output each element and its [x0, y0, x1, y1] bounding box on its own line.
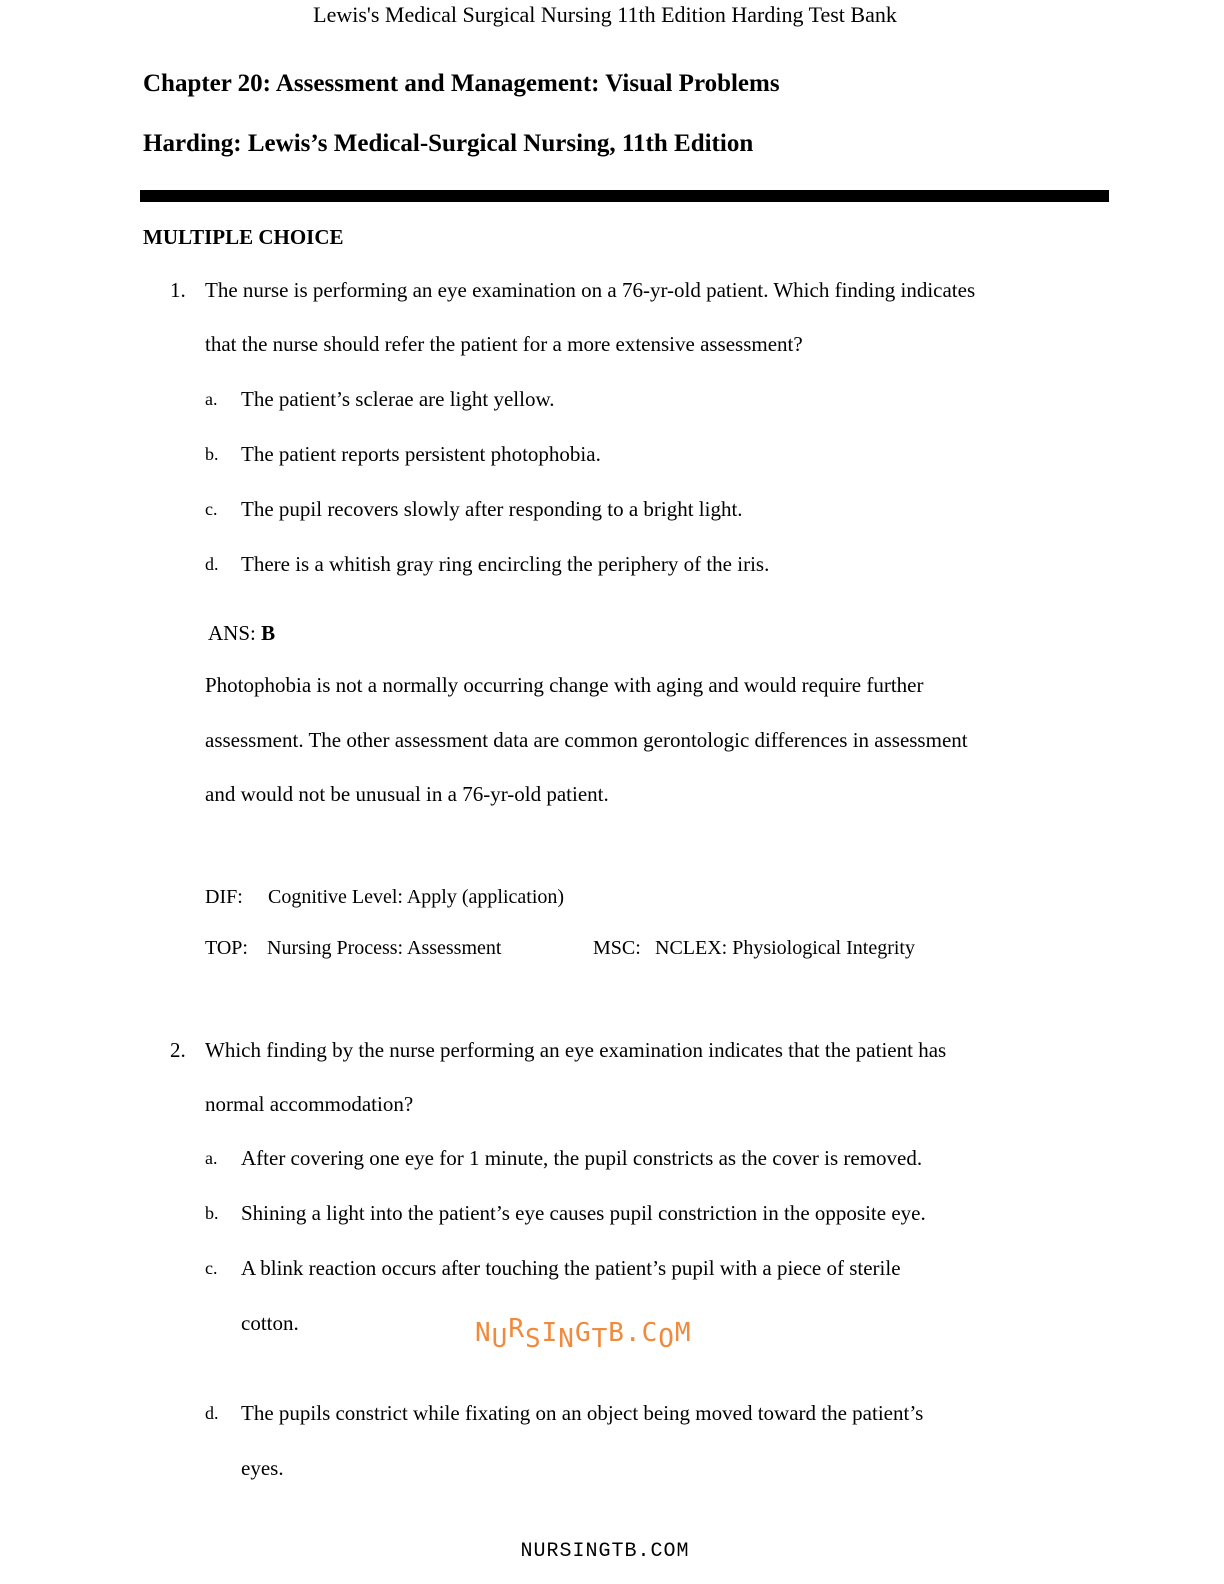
option-d-text: The pupils constrict while fixating on an object being moved toward the patient’s: [241, 1401, 924, 1425]
question-stem-line: Which finding by the nurse performing an eye examination indicates that the patient has: [205, 1038, 947, 1062]
option-b-text: The patient reports persistent photophobia.: [241, 442, 601, 466]
question-number: 2.: [170, 1038, 186, 1062]
rationale-line: and would not be unusual in a 76-yr-old patient.: [205, 782, 609, 806]
answer-label: ANS:: [208, 621, 262, 645]
question-number: 1.: [170, 278, 186, 302]
question-stem-line: that the nurse should refer the patient for a more extensive assessment?: [205, 332, 803, 356]
option-letter: b.: [205, 1203, 219, 1223]
rationale-line: assessment. The other assessment data are common gerontologic differences in assessment: [205, 728, 968, 752]
dif-label: DIF:: [205, 886, 243, 908]
book-title: Harding: Lewis’s Medical-Surgical Nursing, 11th Edition: [143, 130, 754, 157]
option-letter: b.: [205, 444, 219, 464]
option-letter: a.: [205, 389, 218, 409]
top-label: TOP:: [205, 937, 248, 959]
msc-label: MSC:: [593, 937, 641, 959]
option-a-text: The patient’s sclerae are light yellow.: [241, 387, 555, 411]
rationale-line: Photophobia is not a normally occurring change with aging and would require further: [205, 673, 924, 697]
option-c-text: The pupil recovers slowly after responding to a bright light.: [241, 497, 743, 521]
option-c-text: A blink reaction occurs after touching the patient’s pupil with a piece of sterile: [241, 1256, 901, 1280]
answer-line: [208, 621, 275, 646]
option-letter: a.: [205, 1148, 218, 1168]
option-d-text-continued: eyes.: [241, 1456, 284, 1480]
option-c-text-continued: cotton.: [241, 1311, 299, 1335]
footer-site-url: NURSINGTB.COM: [520, 1540, 690, 1563]
option-letter: d.: [205, 554, 219, 574]
top-value: Nursing Process: Assessment: [267, 937, 502, 959]
option-letter: c.: [205, 499, 218, 519]
chapter-title: Chapter 20: Assessment and Management: Visual Problems: [143, 70, 780, 97]
option-letter: c.: [205, 1258, 218, 1278]
question-stem-line: normal accommodation?: [205, 1092, 414, 1116]
dif-value: Cognitive Level: Apply (application): [268, 886, 565, 908]
option-d-text: There is a whitish gray ring encircling the periphery of the iris.: [241, 552, 770, 576]
option-b-text: Shining a light into the patient’s eye causes pupil constriction in the opposite eye.: [241, 1201, 926, 1225]
option-letter: d.: [205, 1403, 219, 1423]
answer-value: B: [261, 621, 276, 645]
msc-value: NCLEX: Physiological Integrity: [655, 937, 915, 959]
watermark: NURSINGTB.COM: [475, 1314, 692, 1354]
running-header: Lewis's Medical Surgical Nursing 11th Edition Harding Test Bank: [313, 2, 897, 27]
option-a-text: After covering one eye for 1 minute, the pupil constricts as the cover is removed.: [241, 1146, 923, 1170]
horizontal-rule: [140, 190, 1109, 202]
question-stem-line: The nurse is performing an eye examination on a 76-yr-old patient. Which finding indicates: [205, 278, 976, 302]
section-heading: MULTIPLE CHOICE: [143, 225, 344, 249]
